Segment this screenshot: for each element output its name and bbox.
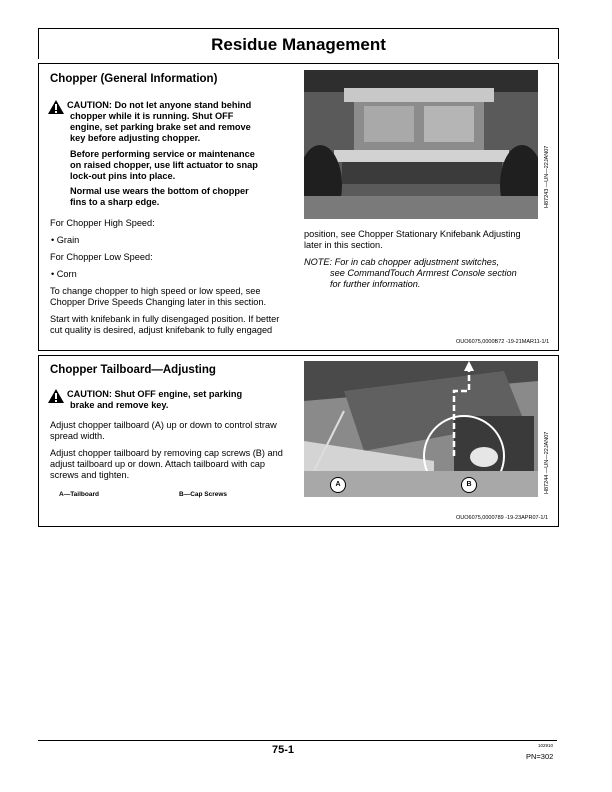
title-box [38, 28, 559, 59]
warning-icon [48, 100, 64, 114]
body-text: Chopper Drive Speeds Changing later in this section. [50, 297, 267, 307]
caution-line: Normal use wears the bottom of chopper [70, 186, 249, 196]
caution-line: engine, set parking brake set and remove [70, 122, 251, 132]
body-text: cut quality is desired, adjust knifebank to fully engaged [50, 325, 273, 335]
body-text: spread width. [50, 431, 105, 441]
caution-line: key before adjusting chopper. [70, 133, 201, 143]
caution-line: Before performing service or maintenance [70, 149, 255, 159]
bullet-item: • Grain [51, 235, 80, 245]
body-text: For Chopper High Speed: [50, 218, 155, 228]
body-text: Adjust chopper tailboard by removing cap screws (B) and [50, 448, 283, 458]
reference-code: OUO6075,0000B72 -19-21MAR11-1/1 [456, 339, 550, 345]
callout-a: A [330, 477, 346, 493]
note-text: see CommandTouch Armrest Console section [330, 268, 517, 278]
page-number: 75-1 [272, 744, 295, 756]
legend-label: A—Tailboard [59, 491, 99, 498]
legend-label: B—Cap Screws [179, 491, 228, 498]
body-text: screws and tighten. [50, 470, 130, 480]
caution-line: brake and remove key. [70, 400, 169, 410]
note-text: for further information. [330, 279, 421, 289]
page-title: Residue Management [211, 35, 386, 54]
image-id: H87243 —UN—22JAN07 [544, 145, 550, 208]
footer-code: 102910 [538, 743, 554, 748]
footer-divider [38, 740, 557, 741]
caution-line: CAUTION: Do not let anyone stand behind [67, 100, 252, 110]
caution-line: lock-out pins into place. [70, 171, 176, 181]
section-heading: Chopper (General Information) [50, 73, 218, 85]
callout-b: B [461, 477, 477, 493]
body-text: For Chopper Low Speed: [50, 252, 153, 262]
caution-line: fins to a sharp edge. [70, 197, 160, 207]
note-text: NOTE: For in cab chopper adjustment switches, [304, 257, 500, 267]
warning-icon [48, 389, 64, 403]
body-text: Start with knifebank in fully disengaged position. If better [50, 314, 280, 324]
caution-line: CAUTION: Shut OFF engine, set parking [67, 389, 243, 399]
reference-code: OUO6075,0000789 -19-23APR07-1/1 [456, 515, 549, 521]
section-heading: Chopper Tailboard—Adjusting [50, 364, 216, 376]
body-text: adjust tailboard up or down. Attach tailboard with cap [50, 459, 266, 469]
caution-line: on raised chopper, use lift actuator to snap [70, 160, 258, 170]
pn-number: PN=302 [526, 752, 554, 761]
chopper-photo [304, 70, 538, 219]
body-text: To change chopper to high speed or low speed, see [50, 286, 261, 296]
body-text: position, see Chopper Stationary Knifebank Adjusting [304, 229, 521, 239]
caution-line: chopper while it is running. Shut OFF [70, 111, 234, 121]
bullet-item: • Corn [51, 269, 77, 279]
body-text: later in this section. [304, 240, 383, 250]
body-text: Adjust chopper tailboard (A) up or down to control straw [50, 420, 277, 430]
image-id: H87244 —UN—22JAN07 [544, 431, 550, 494]
